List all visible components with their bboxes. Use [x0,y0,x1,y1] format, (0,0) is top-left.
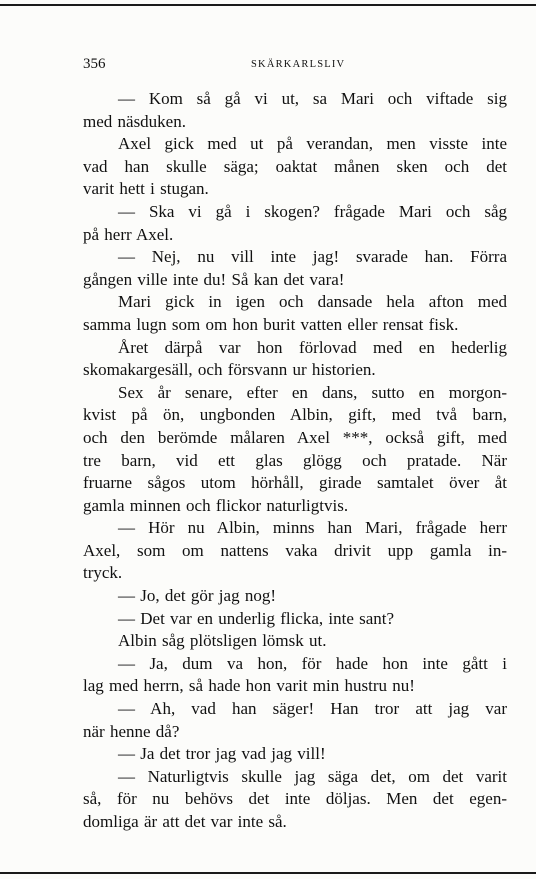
text-line: Mari gick in igen och dansade hela afton med [118,292,507,312]
text-line: — Nej, nu vill inte jag! svarade han. Förra [118,247,507,267]
text-line: Axel, som om nattens vaka drivit upp gamla in- [83,540,507,560]
text-line: gamla minnen och flickor naturligtvis. [83,495,349,515]
text-line: och den berömde målaren Axel ***, också gift, med [83,427,507,447]
text-line: tre barn, vid ett glas glögg och pratade. När [83,450,507,470]
text-line: — Kom så gå vi ut, sa Mari och viftade sig [118,89,507,108]
text-line: Axel gick med ut på verandan, men visste inte [118,134,507,154]
text-line: — Ja, dum va hon, för hade hon inte gått i [118,653,507,673]
text-line: — Ska vi gå i skogen? frågade Mari och såg [118,201,507,221]
text-line: — Jo, det gör jag nog! [118,586,276,606]
text-line: tryck. [83,563,123,583]
page-number: 356 [83,56,106,72]
body-text [83,88,507,834]
text-line: så, för nu behövs det inte döljas. Men det egen- [83,789,507,809]
text-line: kvist på ön, ungbonden Albin, gift, med två barn, [83,405,507,425]
top-border-line [0,4,536,6]
running-title: SKÄRKARLSLIV [251,59,346,70]
text-line: Året därpå var hon förlovad med en hederlig [118,337,507,357]
text-line: vad han skulle säga; oaktat månen sken och det [83,156,507,176]
text-line: fruarne sågos utom hörhåll, girade samtalet över åt [83,473,507,493]
text-line: skomakargesäll, och försvann ur historien. [83,360,376,380]
text-line: domliga är att det var inte så. [83,812,287,831]
text-line: — Ja det tror jag vad jag vill! [118,744,326,764]
text-line: — Ah, vad han säger! Han tror att jag var [118,699,507,719]
text-line: Albin såg plötsligen lömsk ut. [118,631,327,651]
text-line: gången ville inte du! Så kan det vara! [83,269,345,289]
text-line: när henne då? [83,721,180,741]
text-line: samma lugn som om hon burit vatten eller rensat fisk. [83,314,459,334]
bottom-border-line [0,872,536,874]
text-line: på herr Axel. [83,224,174,244]
text-line: lag med herrn, så hade hon varit min hustru nu! [83,676,415,696]
text-line: varit hett i stugan. [83,179,209,199]
text-line: — Hör nu Albin, minns han Mari, frågade herr [118,518,507,538]
text-line: — Naturligtvis skulle jag säga det, om det varit [118,766,507,786]
running-header [83,56,505,76]
text-line: Sex år senare, efter en dans, sutto en morgon- [118,382,507,402]
text-line: — Det var en underlig flicka, inte sant? [118,608,395,628]
text-line: med näsduken. [83,111,186,131]
